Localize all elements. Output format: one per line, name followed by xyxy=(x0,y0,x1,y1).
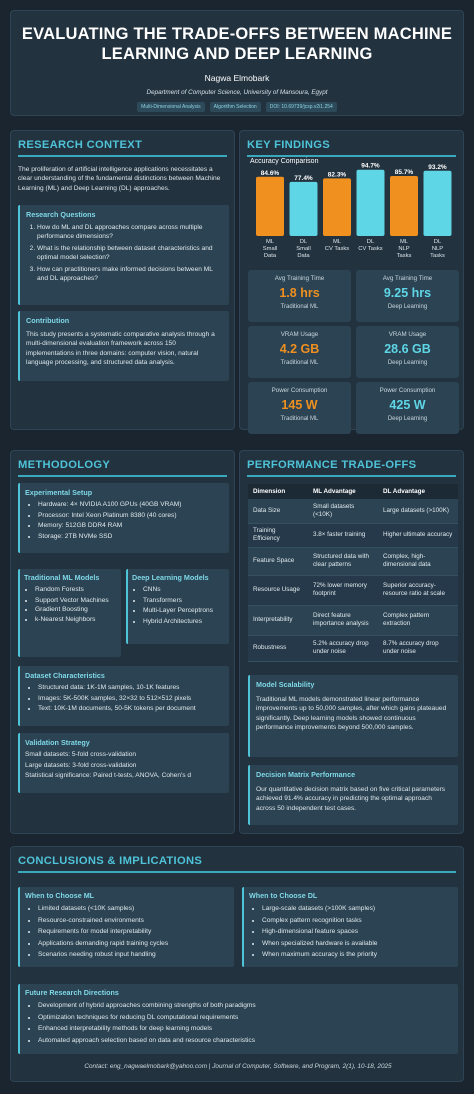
section-divider xyxy=(247,475,456,477)
table-cell: Feature Space xyxy=(248,547,308,575)
model-scalability-text: Traditional ML models demonstrated linear performance improvements up to 50,000 samples, after which gains plateaued significantly. Deep learning models showed continuous performance improvements beyond 500,000 samples. xyxy=(256,696,447,732)
metric-value: 9.25 hrs xyxy=(383,286,432,300)
table-cell: Structured data with clear patterns xyxy=(308,547,378,575)
research-questions-list xyxy=(26,223,223,283)
category-label: NLP xyxy=(431,246,444,252)
bar-value-label: 94.7% xyxy=(361,162,380,170)
table-row xyxy=(248,605,458,635)
list-item: 3. How can practitioners make informed decisions between ML and DL approaches? xyxy=(37,265,223,284)
category-label: DL xyxy=(433,239,442,245)
department: Department of Computer Science, University of Mansoura, Egypt xyxy=(146,89,328,96)
metric-label: Power Consumption xyxy=(379,387,436,394)
chart-bar xyxy=(256,177,284,236)
list-item: • Requirements for model interpretability xyxy=(38,926,229,938)
ml-models-list xyxy=(24,585,117,626)
list-item: • Complex pattern recognition tasks xyxy=(262,915,453,927)
choose-ml-title: When to Choose ML xyxy=(25,891,95,900)
poster-header xyxy=(10,10,464,116)
chart-bar xyxy=(424,171,452,236)
table-row xyxy=(248,635,458,661)
contribution-title: Contribution xyxy=(26,316,70,325)
chart-bar xyxy=(290,182,318,236)
category-label: Data xyxy=(263,253,277,259)
section-divider xyxy=(18,475,227,477)
validation-line: Statistical significance: Paired t-tests, ANOVA, Cohen's d xyxy=(25,772,192,779)
metric-value: 145 W xyxy=(281,398,318,412)
methodology-title: METHODOLOGY xyxy=(18,459,111,471)
key-findings-panel xyxy=(239,130,464,430)
conclusions-title: CONCLUSIONS & IMPLICATIONS xyxy=(18,855,203,867)
list-item: • Processor: Intel Xeon Platinum 8380 (40 cores) xyxy=(38,511,224,522)
chart-bar xyxy=(323,178,351,236)
table-cell: 72% lower memory footprint xyxy=(308,575,378,605)
metric-value: 1.8 hrs xyxy=(279,286,320,300)
metric-card xyxy=(356,382,459,434)
table-row xyxy=(248,499,458,523)
choose-ml-box xyxy=(18,887,234,967)
model-scalability-title: Model Scalability xyxy=(256,680,315,689)
conclusions-panel xyxy=(10,846,464,1082)
table-cell: 5.2% accuracy drop under noise xyxy=(308,635,378,661)
category-label: Tasks xyxy=(430,253,445,259)
metric-value: 28.6 GB xyxy=(384,342,431,356)
category-label: Data xyxy=(297,253,310,259)
table-cell: Training Efficiency xyxy=(248,523,308,547)
table-cell: Resource Usage xyxy=(248,575,308,605)
research-context-panel xyxy=(10,130,235,430)
table-cell: Small datasets (<10K) xyxy=(308,499,378,523)
metric-sublabel: Traditional ML xyxy=(280,416,319,422)
dl-models-title: Deep Learning Models xyxy=(132,573,209,582)
chart-title: Accuracy Comparison xyxy=(250,158,319,165)
list-item: • CNNs xyxy=(143,585,225,596)
list-item: • Optimization techniques for reducing DL computational requirements xyxy=(38,1012,453,1024)
research-intro: The proliferation of artificial intelligence applications necessitates a clear understanding of the fundamental distinctions between Machine Learning (ML) and Deep Learning (DL) approaches. xyxy=(18,166,221,192)
list-item: • Development of hybrid approaches combining strengths of both paradigms xyxy=(38,1000,453,1012)
table-cell: Higher ultimate accuracy xyxy=(378,523,458,547)
tag-badge: DOI: 10.69739/jcsp.v2i1.254 xyxy=(266,102,337,112)
list-item: • Automated approach selection based on data and resource characteristics xyxy=(38,1035,453,1047)
metric-card xyxy=(248,270,351,322)
table-row xyxy=(248,547,458,575)
list-item: • k-Nearest Neighbors xyxy=(35,615,117,626)
tradeoffs-table-wrap xyxy=(248,484,458,662)
experimental-setup-box xyxy=(18,483,229,553)
bar-value-label: 93.2% xyxy=(428,163,447,171)
list-item: • Structured data: 1K-1M samples, 10-1K features xyxy=(38,683,224,694)
category-label: Tasks xyxy=(396,253,412,259)
validation-lines xyxy=(25,750,224,782)
table-cell: Superior accuracy-resource ratio at scale xyxy=(378,575,458,605)
list-item: • Text: 10K-1M documents, 50-5K tokens per document xyxy=(38,704,224,715)
choose-dl-title: When to Choose DL xyxy=(249,891,318,900)
metric-sublabel: Deep Learning xyxy=(387,360,428,366)
list-item: • Scenarios needing robust input handling xyxy=(38,949,229,961)
list-item: • High-dimensional feature spaces xyxy=(262,926,453,938)
tradeoffs-panel xyxy=(239,450,464,834)
contribution-text: This study presents a systematic comparative analysis through a multi-dimensional evaluation framework across 150 implementations in three domains: computer vision, natural language processing, and structured data analysis. xyxy=(26,331,215,367)
choose-dl-box xyxy=(242,887,458,967)
metric-sublabel: Traditional ML xyxy=(280,360,319,366)
list-item: • Applications demanding rapid training cycles xyxy=(38,938,229,950)
metric-sublabel: Traditional ML xyxy=(280,304,319,310)
bar-value-label: 82.3% xyxy=(327,171,347,179)
metric-label: Avg Training Time xyxy=(382,275,433,282)
category-label: ML xyxy=(265,239,275,245)
future-research-box xyxy=(18,984,458,1054)
table-cell: Large datasets (>100K) xyxy=(378,499,458,523)
column-header: DL Advantage xyxy=(378,484,458,499)
section-divider xyxy=(18,155,227,157)
decision-matrix-title: Decision Matrix Performance xyxy=(256,770,356,779)
contribution-box xyxy=(18,311,229,381)
setup-list xyxy=(25,500,224,542)
list-item: • When specialized hardware is available xyxy=(262,938,453,950)
research-questions-box xyxy=(18,205,229,305)
chart-bar xyxy=(390,176,418,236)
metric-card xyxy=(248,326,351,378)
section-divider xyxy=(18,871,456,873)
category-label: CV Tasks xyxy=(324,246,350,252)
tag-list xyxy=(11,102,463,112)
table-cell: Data Size xyxy=(248,499,308,523)
list-item: • Enhanced interpretability methods for deep learning models xyxy=(38,1023,453,1035)
list-item: • Random Forests xyxy=(35,585,117,596)
metric-sublabel: Deep Learning xyxy=(387,416,428,422)
table-row xyxy=(248,575,458,605)
dl-models-box xyxy=(126,569,229,644)
column-header: Dimension xyxy=(248,484,308,499)
tradeoffs-table xyxy=(248,484,458,662)
validation-line: Small datasets: 5-fold cross-validation xyxy=(25,751,137,758)
list-item: 1. How do ML and DL approaches compare across multiple performance dimensions? xyxy=(37,223,223,242)
category-label: ML xyxy=(332,239,342,245)
table-cell: Interpretability xyxy=(248,605,308,635)
model-scalability-box xyxy=(248,675,458,757)
accuracy-chart xyxy=(240,153,465,278)
research-questions-title: Research Questions xyxy=(26,210,96,219)
metric-card xyxy=(248,382,351,434)
methodology-panel xyxy=(10,450,235,834)
list-item: • Limited datasets (<10K samples) xyxy=(38,903,229,915)
metric-card xyxy=(356,270,459,322)
column-header: ML Advantage xyxy=(308,484,378,499)
list-item: • Hardware: 4× NVIDIA A100 GPUs (40GB VRAM) xyxy=(38,500,224,511)
category-label: Small xyxy=(296,246,311,252)
tag-badge: Algorithm Selection xyxy=(210,102,261,112)
category-label: Small xyxy=(262,246,278,252)
list-item: • Resource-constrained environments xyxy=(38,915,229,927)
category-label: DL xyxy=(366,239,375,245)
list-item: • Gradient Boosting xyxy=(35,605,117,616)
decision-matrix-box xyxy=(248,765,458,825)
metric-value: 4.2 GB xyxy=(279,342,320,356)
metric-sublabel: Deep Learning xyxy=(387,304,428,310)
table-cell: Direct feature importance analysis xyxy=(308,605,378,635)
metric-label: Power Consumption xyxy=(271,387,328,394)
table-row xyxy=(248,523,458,547)
list-item: • Memory: 512GB DDR4 RAM xyxy=(38,521,224,532)
author-name: Nagwa Elmobark xyxy=(204,73,270,83)
dataset-list xyxy=(25,683,224,715)
list-item: • Images: 5K-500K samples, 32×32 to 512×512 pixels xyxy=(38,694,224,705)
dataset-characteristics-box xyxy=(18,666,229,726)
dataset-characteristics-title: Dataset Characteristics xyxy=(25,671,105,680)
ml-models-title: Traditional ML Models xyxy=(24,573,100,582)
chart-bar xyxy=(357,170,385,236)
validation-line: Large datasets: 3-fold cross-validation xyxy=(25,761,137,769)
list-item: • Support Vector Machines xyxy=(35,596,117,605)
dl-models-list xyxy=(132,585,225,627)
table-cell: 3.8× faster training xyxy=(308,523,378,547)
table-cell: 8.7% accuracy drop under noise xyxy=(378,635,458,661)
table-cell: Robustness xyxy=(248,635,308,661)
category-label: NLP xyxy=(398,246,410,252)
tag-badge: Multi-Dimensional Analysis xyxy=(137,102,204,112)
table-cell: Complex, high-dimensional data xyxy=(378,547,458,575)
metric-card xyxy=(356,326,459,378)
category-label: CV Tasks xyxy=(358,246,383,252)
bar-value-label: 85.7% xyxy=(394,169,414,177)
bar-value-label: 77.4% xyxy=(294,174,313,182)
metric-label: Avg Training Time xyxy=(274,275,325,282)
category-label: DL xyxy=(299,239,308,245)
bar-value-label: 84.6% xyxy=(260,169,280,177)
experimental-setup-title: Experimental Setup xyxy=(25,488,93,497)
poster-title: EVALUATING THE TRADE-OFFS BETWEEN MACHINE LEARNING AND DEEP LEARNING xyxy=(21,25,453,63)
list-item: • Hybrid Architectures xyxy=(143,617,225,628)
metric-label: VRAM Usage xyxy=(388,331,427,338)
list-item: • Transformers xyxy=(143,596,225,607)
decision-matrix-text: Our quantitative decision matrix based on five critical parameters achieved 91.4% accuracy in predicting the optimal approach across 50 independent test cases. xyxy=(256,786,446,812)
key-findings-title: KEY FINDINGS xyxy=(247,139,330,151)
list-item: • Storage: 2TB NVMe SSD xyxy=(38,532,224,543)
research-context-title: RESEARCH CONTEXT xyxy=(18,139,143,151)
choose-ml-list xyxy=(25,903,229,961)
tradeoffs-title: PERFORMANCE TRADE-OFFS xyxy=(247,459,417,471)
validation-strategy-box xyxy=(18,733,229,793)
table-header-row xyxy=(248,484,458,499)
metric-label: VRAM Usage xyxy=(280,331,319,338)
ml-models-box xyxy=(18,569,121,657)
choose-dl-list xyxy=(249,903,453,961)
future-research-title: Future Research Directions xyxy=(25,988,119,997)
contact-footer: Contact: eng_nagwaelmobark@yahoo.com | Journal of Computer, Software, and Program, 2(1), 10-18, 2025 xyxy=(84,1063,392,1070)
list-item: • When maximum accuracy is the priority xyxy=(262,949,453,961)
metric-value: 425 W xyxy=(389,398,426,412)
list-item: • Large-scale datasets (>100K samples) xyxy=(262,903,453,915)
future-research-list xyxy=(25,1000,453,1046)
list-item: 2. What is the relationship between dataset characteristics and optimal model selection? xyxy=(37,244,223,263)
list-item: • Multi-Layer Perceptrons xyxy=(143,606,225,617)
table-cell: Complex pattern extraction xyxy=(378,605,458,635)
validation-strategy-title: Validation Strategy xyxy=(25,738,90,747)
category-label: ML xyxy=(399,239,409,245)
